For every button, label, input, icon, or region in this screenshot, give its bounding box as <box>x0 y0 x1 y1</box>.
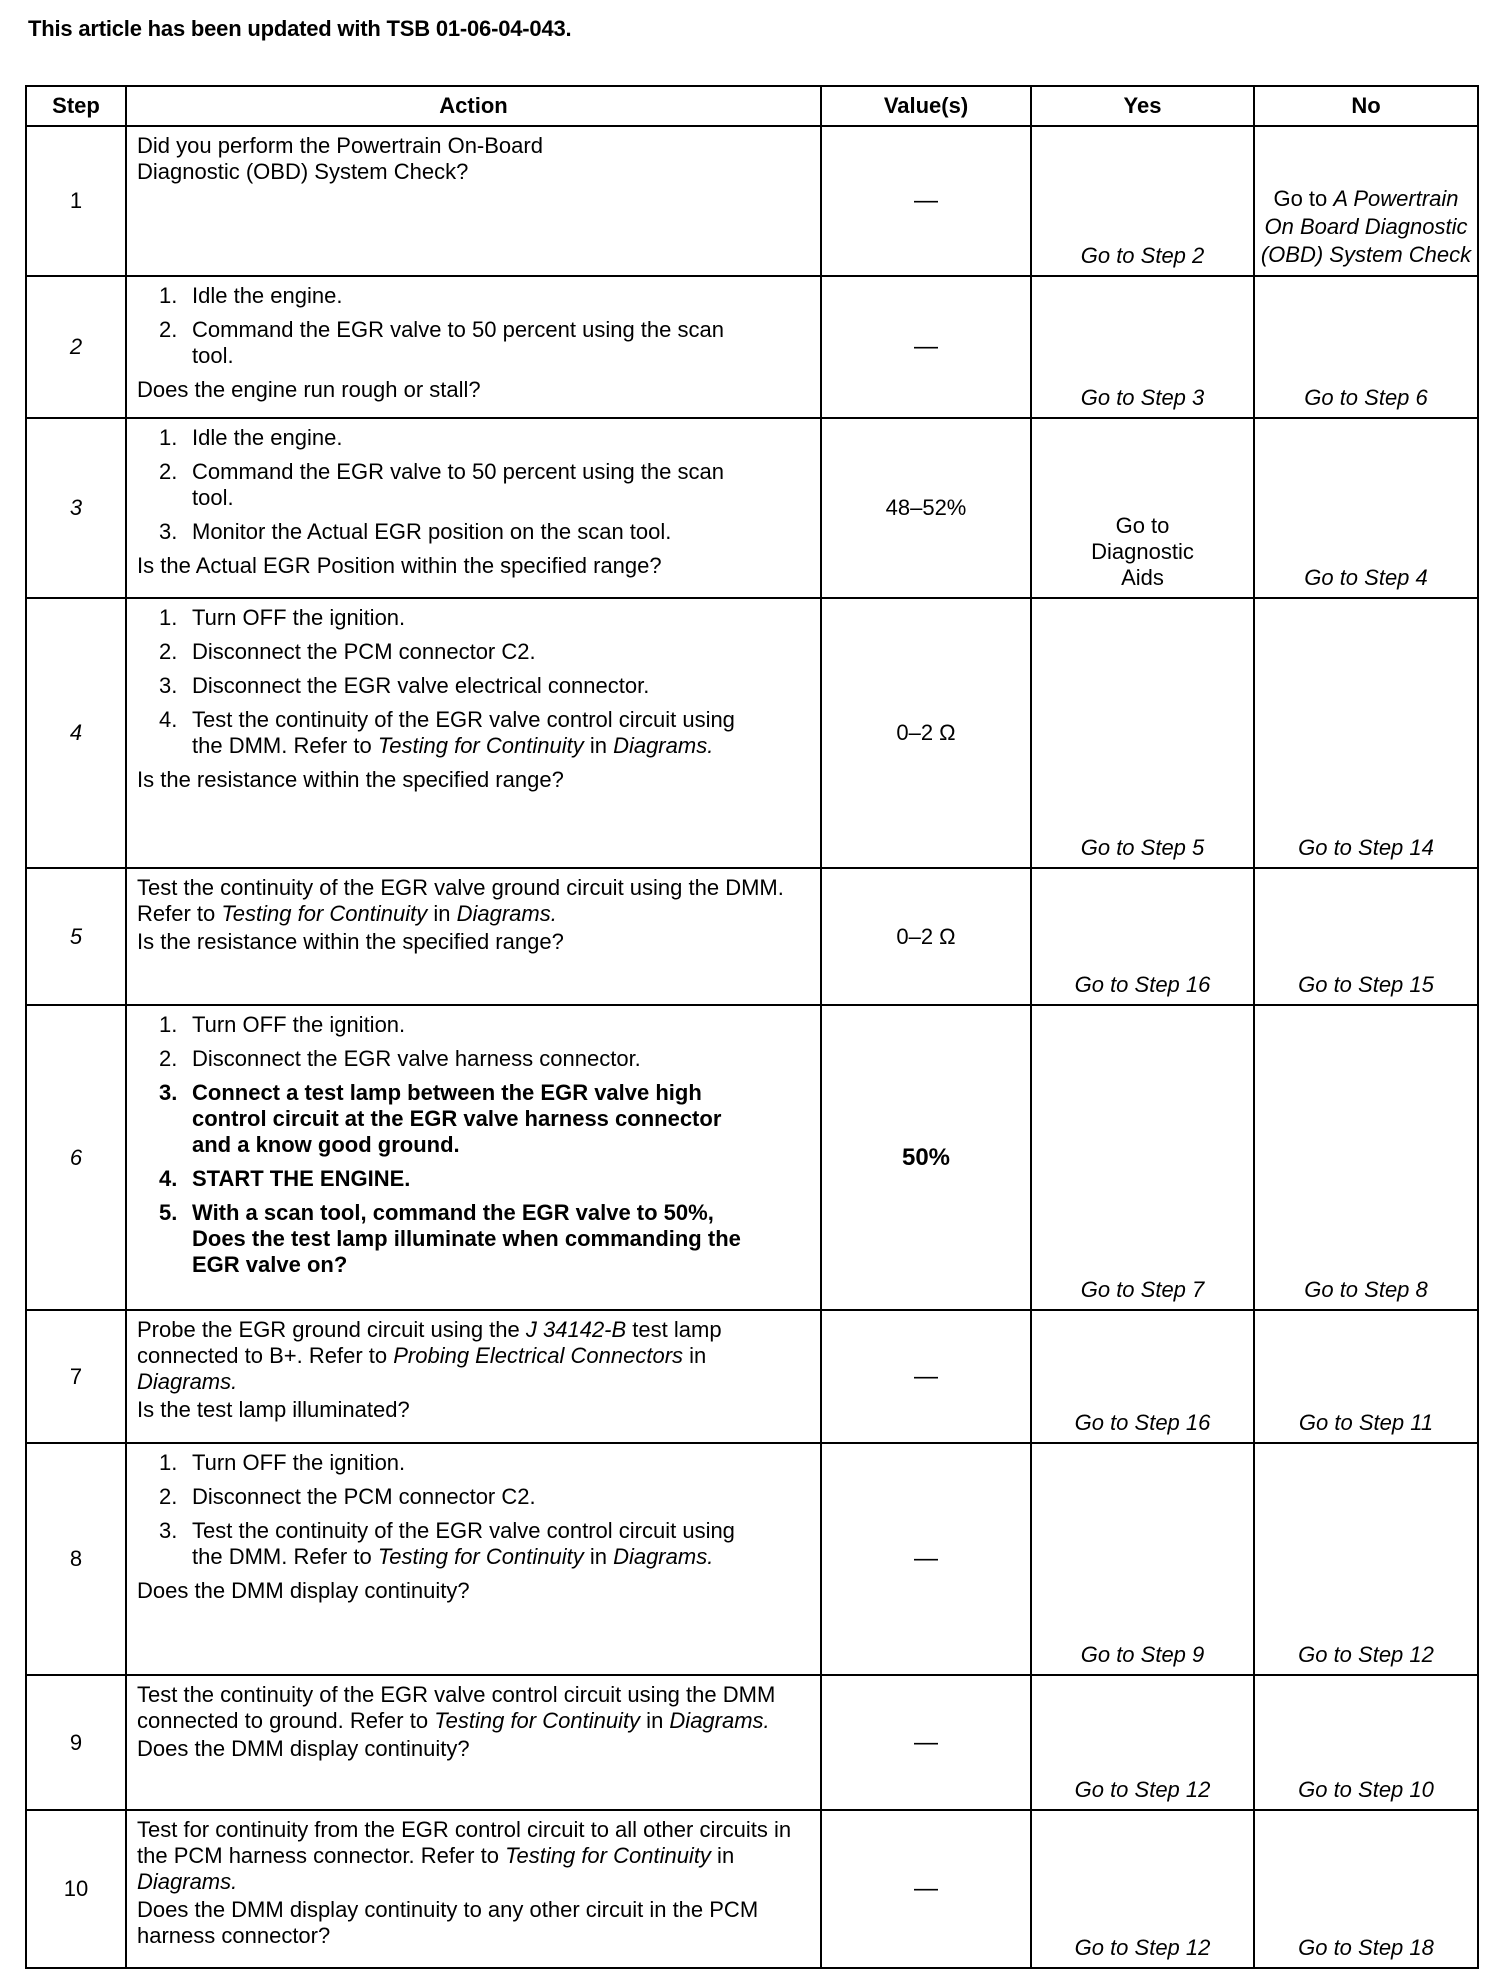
no-cell: Go to Step 4 <box>1254 418 1478 598</box>
list-item: 3. Connect a test lamp between the EGR valve high control circuit at the EGR valve harness connector and a know good ground. <box>159 1080 722 1157</box>
no-link: A Powertrain On Board Diagnostic (OBD) System Check <box>1260 186 1472 267</box>
list-item: 3. Monitor the Actual EGR position on the scan tool. <box>159 519 672 544</box>
no-cell: Go to Step 8 <box>1254 1005 1478 1310</box>
value-cell: 0–2 Ω <box>821 598 1031 868</box>
action-cell <box>126 1443 821 1675</box>
value-cell: — <box>821 1810 1031 1968</box>
action-question: Is the resistance within the specified range? <box>137 929 564 954</box>
header-row <box>26 86 1478 126</box>
value-cell: — <box>821 1443 1031 1675</box>
yes-cell: Go to Step 5 <box>1031 598 1254 868</box>
value-cell: 48–52% <box>821 418 1031 598</box>
action-question: Does the DMM display continuity? <box>137 1578 470 1603</box>
step-number: 7 <box>26 1310 126 1443</box>
action-steps <box>137 425 812 545</box>
header-no: No <box>1254 86 1478 126</box>
no-cell: Go to Step 10 <box>1254 1675 1478 1810</box>
table-row <box>26 1310 1478 1443</box>
value-cell: — <box>821 1675 1031 1810</box>
list-item: 3. Test the continuity of the EGR valve control circuit using the DMM. Refer to Testing for Continuity in Diagrams. <box>159 1518 735 1569</box>
list-item: 2. Disconnect the PCM connector C2. <box>159 1484 536 1509</box>
action-text: Test for continuity from the EGR control circuit to all other circuits in the PCM harness connector. Refer to Testing for Continuity in Diagrams. <box>137 1817 792 1894</box>
list-item: 4. START THE ENGINE. <box>159 1166 411 1191</box>
list-item: 3. Disconnect the EGR valve electrical connector. <box>159 673 650 698</box>
list-item: 1. Idle the engine. <box>159 283 343 308</box>
step-number: 6 <box>26 1005 126 1310</box>
table-row <box>26 276 1478 418</box>
action-question: Is the test lamp illuminated? <box>137 1397 410 1422</box>
table-row <box>26 1005 1478 1310</box>
diagnostic-table <box>25 85 1479 1969</box>
list-item: 4. Test the continuity of the EGR valve control circuit using the DMM. Refer to Testing for Continuity in Diagrams. <box>159 707 735 758</box>
value-cell: 50% <box>821 1005 1031 1310</box>
table-row <box>26 1675 1478 1810</box>
step-number: 2 <box>26 276 126 418</box>
value-cell: — <box>821 1310 1031 1443</box>
action-text: Test the continuity of the EGR valve control circuit using the DMM connected to ground. Refer to Testing for Continuity in Diagrams. <box>137 1682 776 1733</box>
list-item: 2. Command the EGR valve to 50 percent using the scan tool. <box>159 459 724 510</box>
yes-cell: Go to Diagnostic Aids <box>1031 418 1254 598</box>
action-cell <box>126 1310 821 1443</box>
header-values: Value(s) <box>821 86 1031 126</box>
step-number: 5 <box>26 868 126 1005</box>
no-cell: Go to Step 11 <box>1254 1310 1478 1443</box>
header-step: Step <box>26 86 126 126</box>
list-item: 1. Turn OFF the ignition. <box>159 1450 406 1475</box>
yes-cell: Go to Step 2 <box>1031 126 1254 276</box>
table-row <box>26 1810 1478 1968</box>
list-item: 1. Turn OFF the ignition. <box>159 605 406 630</box>
header-yes: Yes <box>1031 86 1254 126</box>
value-cell: — <box>821 126 1031 276</box>
table-row <box>26 126 1478 276</box>
list-item: 5. With a scan tool, command the EGR valve to 50%, Does the test lamp illuminate when commanding the EGR valve on? <box>159 1200 741 1277</box>
yes-cell: Go to Step 3 <box>1031 276 1254 418</box>
action-text: Did you perform the Powertrain On-Board Diagnostic (OBD) System Check? <box>137 133 543 184</box>
list-item: 2. Command the EGR valve to 50 percent using the scan tool. <box>159 317 724 368</box>
no-cell: Go to Step 12 <box>1254 1443 1478 1675</box>
table-row <box>26 418 1478 598</box>
step-number: 1 <box>26 126 126 276</box>
yes-cell: Go to Step 12 <box>1031 1810 1254 1968</box>
step-number: 9 <box>26 1675 126 1810</box>
action-text: Probe the EGR ground circuit using the J 34142-B test lamp connected to B+. Refer to Probing Electrical Connectors in Diagrams. <box>137 1317 722 1394</box>
value-cell: — <box>821 276 1031 418</box>
action-steps <box>137 283 812 369</box>
action-question: Does the engine run rough or stall? <box>137 377 481 402</box>
action-text: Test the continuity of the EGR valve ground circuit using the DMM. Refer to Testing for Continuity in Diagrams. <box>137 875 784 926</box>
no-cell <box>1254 126 1478 276</box>
no-prefix: Go to <box>1273 186 1334 211</box>
action-cell <box>126 1810 821 1968</box>
action-cell <box>126 868 821 1005</box>
no-cell: Go to Step 18 <box>1254 1810 1478 1968</box>
action-cell <box>126 418 821 598</box>
tsb-notice: This article has been updated with TSB 01-06-04-043. <box>28 16 572 41</box>
action-question: Is the resistance within the specified range? <box>137 767 564 792</box>
table-row <box>26 1443 1478 1675</box>
list-item: 2. Disconnect the PCM connector C2. <box>159 639 536 664</box>
step-number: 4 <box>26 598 126 868</box>
action-steps <box>137 1450 812 1570</box>
yes-cell: Go to Step 16 <box>1031 1310 1254 1443</box>
action-question: Is the Actual EGR Position within the specified range? <box>137 553 662 578</box>
action-steps <box>137 605 812 759</box>
header-action: Action <box>126 86 821 126</box>
step-number: 10 <box>26 1810 126 1968</box>
step-number: 8 <box>26 1443 126 1675</box>
step-number: 3 <box>26 418 126 598</box>
no-cell: Go to Step 15 <box>1254 868 1478 1005</box>
action-cell <box>126 1005 821 1310</box>
action-cell <box>126 126 821 276</box>
table-row <box>26 868 1478 1005</box>
no-cell: Go to Step 14 <box>1254 598 1478 868</box>
list-item: 1. Idle the engine. <box>159 425 343 450</box>
action-cell <box>126 598 821 868</box>
yes-cell: Go to Step 12 <box>1031 1675 1254 1810</box>
action-question: Does the DMM display continuity to any other circuit in the PCM harness connector? <box>137 1897 759 1948</box>
yes-cell: Go to Step 7 <box>1031 1005 1254 1310</box>
table-row <box>26 598 1478 868</box>
action-question: Does the DMM display continuity? <box>137 1736 470 1761</box>
action-cell <box>126 1675 821 1810</box>
list-item: 1. Turn OFF the ignition. <box>159 1012 406 1037</box>
action-cell <box>126 276 821 418</box>
action-steps <box>137 1012 812 1278</box>
list-item: 2. Disconnect the EGR valve harness connector. <box>159 1046 641 1071</box>
yes-cell: Go to Step 16 <box>1031 868 1254 1005</box>
value-cell: 0–2 Ω <box>821 868 1031 1005</box>
no-cell: Go to Step 6 <box>1254 276 1478 418</box>
yes-cell: Go to Step 9 <box>1031 1443 1254 1675</box>
